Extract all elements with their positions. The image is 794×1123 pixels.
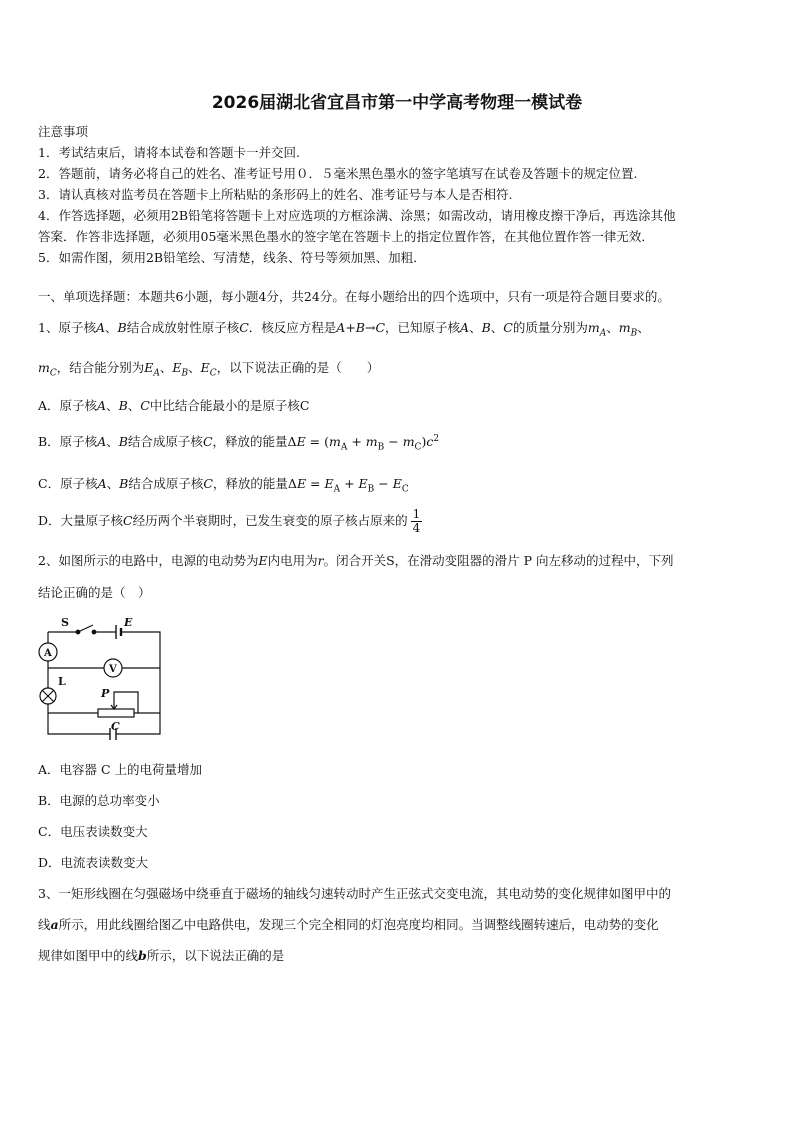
section-heading: 一、单项选择题：本题共6小题，每小题4分，共24分。在每小题给出的四个选项中，只有一项是符合题目要求的。 [38,289,670,304]
switch-label: S [61,616,69,629]
q3-stem-line1: 3、一矩形线圈在匀强磁场中绕垂直于磁场的轴线匀速转动时产生正弦式交变电流，其电动势的变化规律如图甲中的 [38,886,671,901]
q1-option-a: A．原子核A、B、C中比结合能最小的是原子核C [38,398,310,413]
q2-option-b: B．电源的总功率变小 [38,793,160,808]
notice-heading: 注意事项 [38,124,89,139]
q1-option-b: B．原子核A、B结合成原子核C，释放的能量$\Delta E = (m_A + m_B - m_C)c^2$ [38,433,440,453]
wire [116,713,160,734]
notice-item: 答案．作答非选择题，必须用05毫米黑色墨水的签字笔在答题卡上的指定位置作答，在其他位置作答一律无效． [38,229,654,244]
lamp-label: L [58,675,66,688]
q1-option-c: C．原子核A、B结合成原子核C，释放的能量$\Delta E = E_A + E_B - E_C$ [38,476,409,495]
circuit-diagram [38,612,168,744]
switch-blade [78,625,93,632]
notice-item: 1．考试结束后，请将本试卷和答题卡一并交回. [38,145,300,160]
q3-stem-line3: 规律如图甲中的线b所示，以下说法正确的是 [38,948,285,963]
q1-option-d: D．大量原子核C经历两个半衰期时，已发生衰变的原子核占原来的 $\frac{1}{4}$ [38,507,421,535]
q2-option-d: D．电流表读数变大 [38,855,149,870]
page-title: 2026届湖北省宜昌市第一中学高考物理一模试卷 [211,93,583,113]
battery-label: E [124,616,133,629]
q1-stem-line1: 1、原子核A、B结合成放射性原子核C．核反应方程是A+B→C，已知原子核A、B、C的质量分别为$m_A$、$m_B$、 [38,320,650,339]
q1-stem-line2: $m_C$，结合能分别为$E_A$、$E_B$、$E_C$，以下说法正确的是（ ） [38,360,380,379]
voltmeter-label: V [109,664,117,675]
q2-stem-line1: 2、如图所示的电路中，电源的电动势为E内电用为r。闭合开关S，在滑动变阻器的滑片 P 向左移动的过程中，下列 [38,553,674,568]
wire [121,632,160,668]
capacitor-label: C [111,720,120,733]
q2-option-a: A．电容器 C 上的电荷量增加 [38,762,203,777]
rheostat-icon [98,709,134,717]
notice-item: 2．答题前，请务必将自己的姓名、准考证号用０．５毫米黑色墨水的签字笔填写在试卷及答题卡的规定位置. [38,166,638,181]
fraction: $\frac{1}{4}$ [412,507,421,535]
q2-stem-line2: 结论正确的是（ ） [38,585,151,600]
notice-item: 4．作答选择题，必须用2B铅笔将答题卡上对应选项的方框涂满、涂黑；如需改动，请用橡皮擦干净后，再选涂其他 [38,208,676,223]
slider-label: P [101,687,110,700]
lamp-cross [43,691,54,702]
notice-item: 3．请认真核对监考员在答题卡上所粘贴的条形码上的姓名、准考证号与本人是否相符. [38,187,513,202]
q2-option-c: C．电压表读数变大 [38,824,148,839]
ammeter-label: A [44,648,52,659]
q3-stem-line2: 线a所示，用此线圈给图乙中电路供电，发现三个完全相同的灯泡亮度均相同。当调整线圈转速后，电动势的变化 [38,917,659,932]
notice-item: 5．如需作图，须用2B铅笔绘、写清楚，线条、符号等须加黑、加粗． [38,250,426,265]
